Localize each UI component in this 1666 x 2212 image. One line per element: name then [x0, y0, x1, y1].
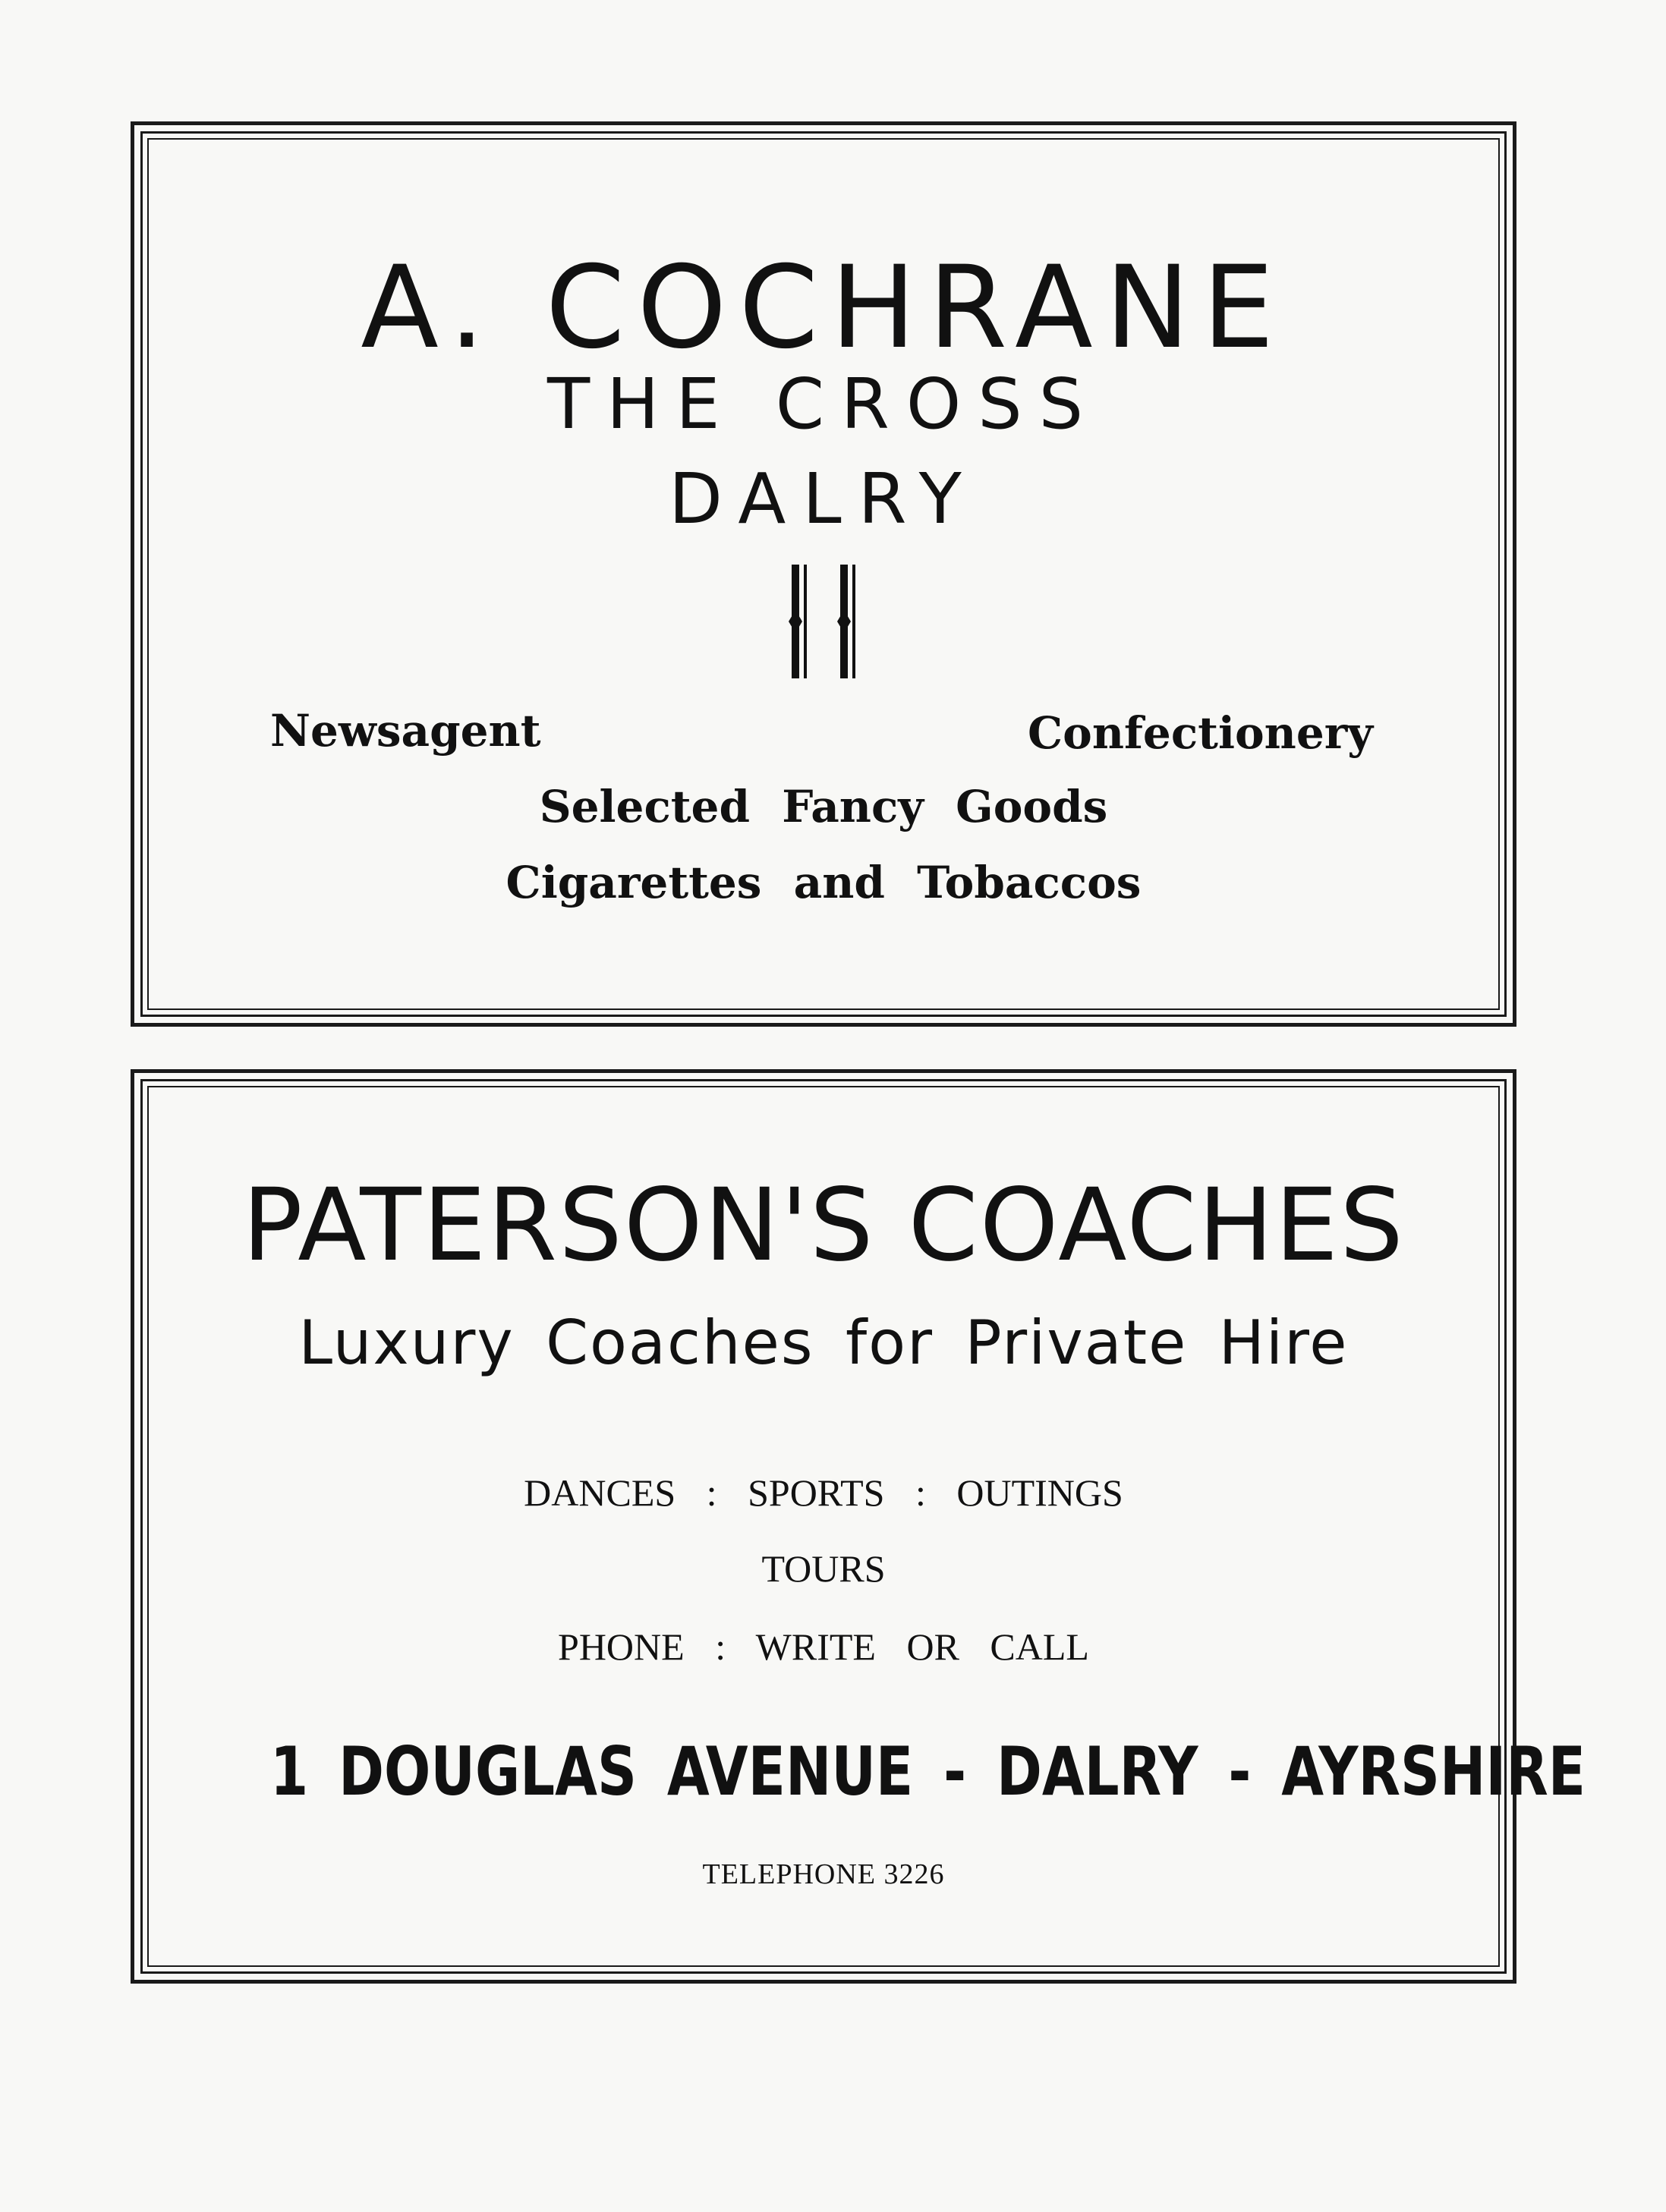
paterson-tours: TOURS — [761, 1547, 886, 1590]
service-tobacco: Cigarettes and Tobaccos — [505, 857, 1142, 908]
paterson-telephone: TELEPHONE 3226 — [702, 1858, 945, 1890]
paterson-services: DANCES : SPORTS : OUTINGS — [524, 1471, 1123, 1514]
cochrane-name: A. COCHRANE — [361, 242, 1287, 374]
paterson-contact: PHONE : WRITE OR CALL — [558, 1625, 1089, 1668]
paterson-title: PATERSON'S COACHES — [242, 1167, 1405, 1284]
service-newsagent: Newsagent — [270, 705, 541, 757]
cochrane-advert — [131, 121, 1516, 1027]
cochrane-address-line-2: DALRY — [669, 458, 978, 540]
service-fancy-goods: Selected Fancy Goods — [539, 781, 1108, 832]
paterson-address: 1 DOUGLAS AVENUE - DALRY - AYRSHIRE — [270, 1732, 1586, 1811]
paterson-subtitle: Luxury Coaches for Private Hire — [298, 1307, 1349, 1378]
service-confectionery: Confectionery — [1027, 707, 1373, 759]
cochrane-address-line-1: THE CROSS — [546, 363, 1101, 445]
double-bar-ornament-icon — [778, 565, 869, 678]
paterson-advert — [131, 1069, 1586, 1984]
